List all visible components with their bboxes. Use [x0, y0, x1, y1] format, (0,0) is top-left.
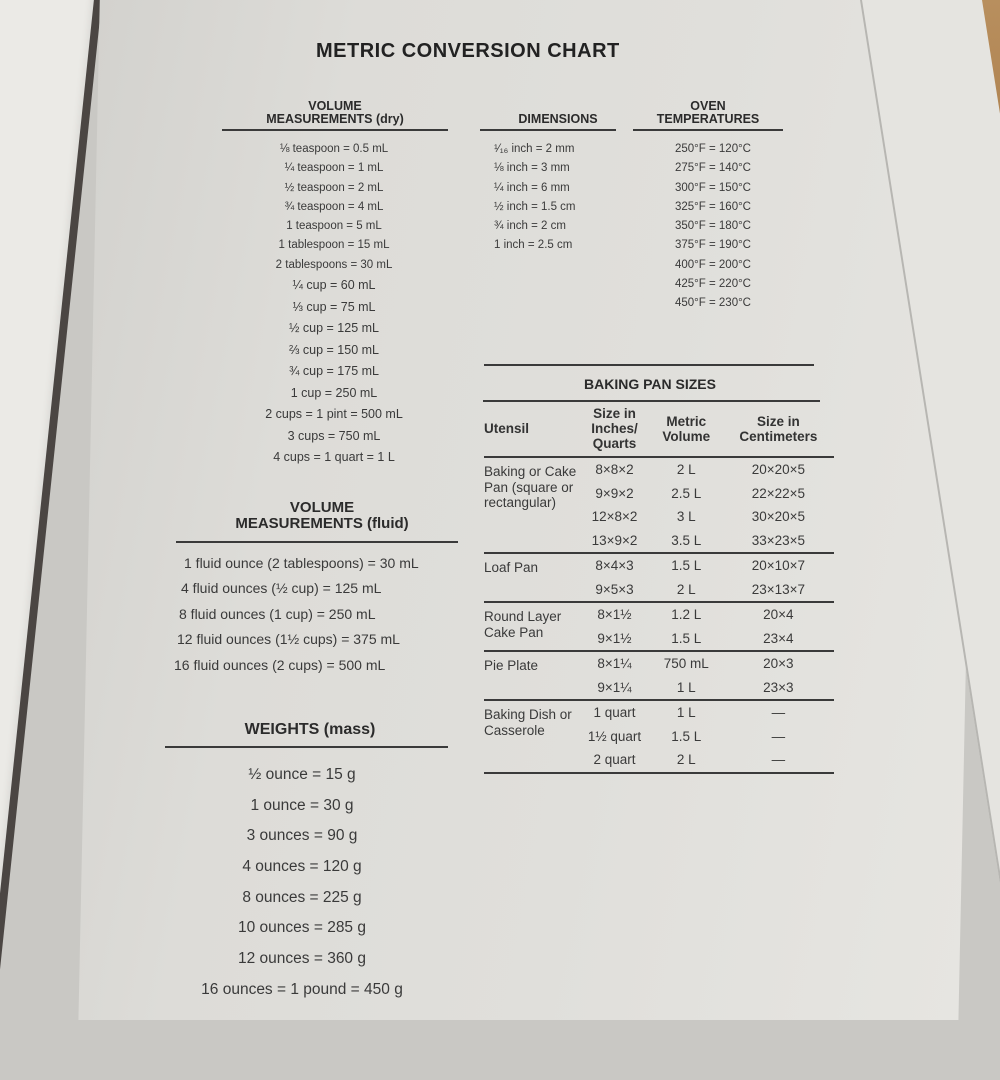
volume-cell: 1.5 L	[671, 630, 702, 646]
list-item: ¾ teaspoon = 4 mL	[284, 200, 384, 213]
volume-cell: 1 L	[676, 705, 696, 721]
list-item: 400°F = 200°C	[674, 258, 751, 271]
list-item: ½ teaspoon = 2 mL	[284, 181, 384, 194]
column-header-utensil: Utensil	[484, 421, 530, 437]
oven-temperatures-list	[658, 140, 768, 314]
heading-line: VOLUME	[289, 499, 355, 516]
table-row	[484, 553, 834, 578]
cm-cell: 33×23×5	[751, 532, 805, 548]
cm-cell: 23×3	[763, 679, 794, 695]
inches-cell: 8×4×3	[595, 558, 634, 574]
oven-temperatures-heading	[636, 100, 780, 126]
list-item: ½ cup = 125 mL	[289, 321, 379, 336]
pan-group-loaf-pan	[484, 553, 834, 602]
heading-line: OVEN	[690, 99, 726, 113]
list-item: ⅓ cup = 75 mL	[292, 299, 376, 314]
list-item: 8 ounces = 225 g	[242, 888, 362, 906]
baking-pan-table	[484, 402, 834, 774]
list-item: 2 tablespoons = 30 mL	[275, 258, 393, 271]
cm-cell: 23×4	[763, 630, 794, 646]
divider	[165, 746, 448, 748]
list-item: ½ ounce = 15 g	[248, 766, 356, 783]
weights-list	[172, 760, 432, 1006]
inches-cell: 1 quart	[593, 705, 636, 721]
divider	[176, 541, 458, 543]
volume-cell: 2 L	[676, 462, 696, 478]
list-item: 300°F = 150°C	[674, 181, 751, 194]
list-item: 1 cup = 250 mL	[290, 385, 378, 400]
inches-cell: 12×8×2	[591, 509, 638, 525]
inches-cell: 9×1½	[597, 630, 632, 646]
utensil-cell: Baking Dish or Casserole	[484, 707, 572, 738]
list-item: 1 ounce = 30 g	[250, 796, 354, 814]
column-header-inches: Size in Inches/ Quarts	[591, 406, 638, 452]
list-item: 12 fluid ounces (1½ cups) = 375 mL	[177, 631, 400, 648]
inches-cell: 9×9×2	[595, 485, 634, 501]
dimensions-heading: DIMENSIONS	[518, 112, 598, 126]
list-item: 8 fluid ounces (1 cup) = 250 mL	[179, 605, 376, 622]
list-item: ⅛ inch = 3 mm	[494, 162, 570, 175]
divider	[480, 129, 616, 131]
list-item: 275°F = 140°C	[674, 162, 751, 175]
list-item: ¼ teaspoon = 1 mL	[284, 162, 384, 175]
pan-group-round-layer-cake-pan	[484, 602, 834, 651]
dimensions-list	[494, 140, 614, 256]
inches-cell: 8×1½	[597, 607, 632, 623]
list-item: ¾ cup = 175 mL	[289, 364, 379, 379]
list-item: ⅔ cup = 150 mL	[289, 342, 379, 357]
divider	[222, 129, 448, 131]
heading-line: MEASUREMENTS (fluid)	[235, 514, 409, 532]
cm-cell: 22×22×5	[751, 485, 805, 501]
list-item: 16 ounces = 1 pound = 450 g	[201, 980, 403, 998]
volume-cell: 1 L	[676, 679, 696, 695]
list-item: 1 inch = 2.5 cm	[494, 239, 573, 252]
inches-cell: 8×8×2	[595, 462, 634, 478]
list-item: 3 cups = 750 mL	[287, 428, 381, 443]
volume-cell: 2 L	[676, 752, 696, 768]
volume-cell: 1.5 L	[671, 728, 702, 744]
list-item: 4 fluid ounces (½ cup) = 125 mL	[181, 580, 382, 597]
inches-cell: 9×5×3	[595, 581, 634, 597]
list-item: 1 teaspoon = 5 mL	[286, 220, 382, 233]
table-row	[484, 700, 834, 725]
list-item: 12 ounces = 360 g	[238, 950, 366, 968]
list-item: 325°F = 160°C	[674, 200, 751, 213]
inches-cell: 8×1¼	[597, 656, 632, 672]
list-item: ¼ inch = 6 mm	[494, 181, 570, 194]
heading-line: MEASUREMENTS (dry)	[266, 112, 404, 127]
weights-heading: WEIGHTS (mass)	[244, 721, 376, 738]
cm-cell: 23×13×7	[751, 581, 805, 597]
heading-line: TEMPERATURES	[656, 112, 760, 127]
volume-fluid-heading	[210, 500, 434, 532]
cm-cell: 20×4	[763, 607, 794, 623]
list-item: 1 tablespoon = 15 mL	[278, 239, 390, 252]
list-item: 375°F = 190°C	[674, 239, 751, 252]
list-item: ¼ cup = 60 mL	[292, 278, 376, 293]
list-item: 425°F = 220°C	[674, 278, 751, 291]
volume-cell: 750 mL	[663, 656, 709, 672]
utensil-cell: Baking or Cake Pan (square or rectangular)	[484, 464, 577, 511]
divider	[633, 129, 783, 131]
list-item: ¹⁄₁₆ inch = 2 mm	[494, 143, 575, 155]
table-row	[484, 457, 834, 482]
pan-group-pie-plate	[484, 651, 834, 700]
inches-cell: 2 quart	[593, 752, 636, 768]
list-item: 250°F = 120°C	[674, 143, 751, 155]
list-item: 4 cups = 1 quart = 1 L	[273, 450, 395, 465]
volume-cell: 3 L	[676, 509, 696, 525]
heading-line: VOLUME	[308, 99, 362, 113]
cm-cell: 20×20×5	[751, 462, 805, 478]
list-item: 1 fluid ounce (2 tablespoons) = 30 mL	[184, 555, 419, 571]
inches-cell: 9×1¼	[597, 679, 632, 695]
volume-cell: 2.5 L	[671, 485, 702, 501]
column-header-volume: Metric Volume	[662, 413, 711, 444]
pan-group-baking-dish-casserole	[484, 700, 834, 773]
list-item: ¾ inch = 2 cm	[494, 220, 566, 233]
volume-cell: 2 L	[676, 581, 696, 597]
list-item: 4 ounces = 120 g	[242, 858, 362, 876]
volume-dry-list	[234, 140, 434, 469]
volume-cell: 3.5 L	[671, 532, 702, 548]
inches-cell: 1½ quart	[587, 728, 642, 744]
divider	[484, 364, 814, 366]
cm-cell: —	[771, 752, 786, 768]
volume-cell: 1.5 L	[671, 558, 702, 574]
list-item: ⅛ teaspoon = 0.5 mL	[279, 143, 389, 155]
page-title: METRIC CONVERSION CHART	[316, 40, 620, 62]
pan-group-baking-cake-pan	[484, 457, 834, 553]
volume-dry-heading	[225, 100, 445, 126]
cm-cell: —	[771, 728, 786, 744]
cm-cell: 20×10×7	[751, 558, 805, 574]
table-row	[484, 602, 834, 627]
cm-cell: —	[771, 705, 786, 721]
list-item: 3 ounces = 90 g	[246, 827, 358, 845]
volume-fluid-list	[172, 551, 462, 678]
utensil-cell: Loaf Pan	[484, 560, 539, 576]
list-item: 350°F = 180°C	[674, 220, 751, 233]
volume-cell: 1.2 L	[671, 607, 702, 623]
list-item: ½ inch = 1.5 cm	[494, 200, 576, 213]
baking-pan-heading: BAKING PAN SIZES	[584, 376, 716, 392]
list-item: 10 ounces = 285 g	[238, 919, 366, 937]
cm-cell: 30×20×5	[751, 509, 805, 525]
cm-cell: 20×3	[763, 656, 794, 672]
column-header-centimeters: Size in Centimeters	[739, 413, 818, 444]
list-item: 16 fluid ounces (2 cups) = 500 mL	[174, 656, 386, 673]
utensil-cell: Pie Plate	[484, 658, 539, 674]
inches-cell: 13×9×2	[591, 532, 638, 548]
table-header-row	[484, 402, 834, 457]
list-item: 450°F = 230°C	[674, 297, 751, 310]
utensil-cell: Round Layer Cake Pan	[484, 609, 562, 640]
list-item: 2 cups = 1 pint = 500 mL	[265, 407, 403, 422]
table-row	[484, 651, 834, 676]
